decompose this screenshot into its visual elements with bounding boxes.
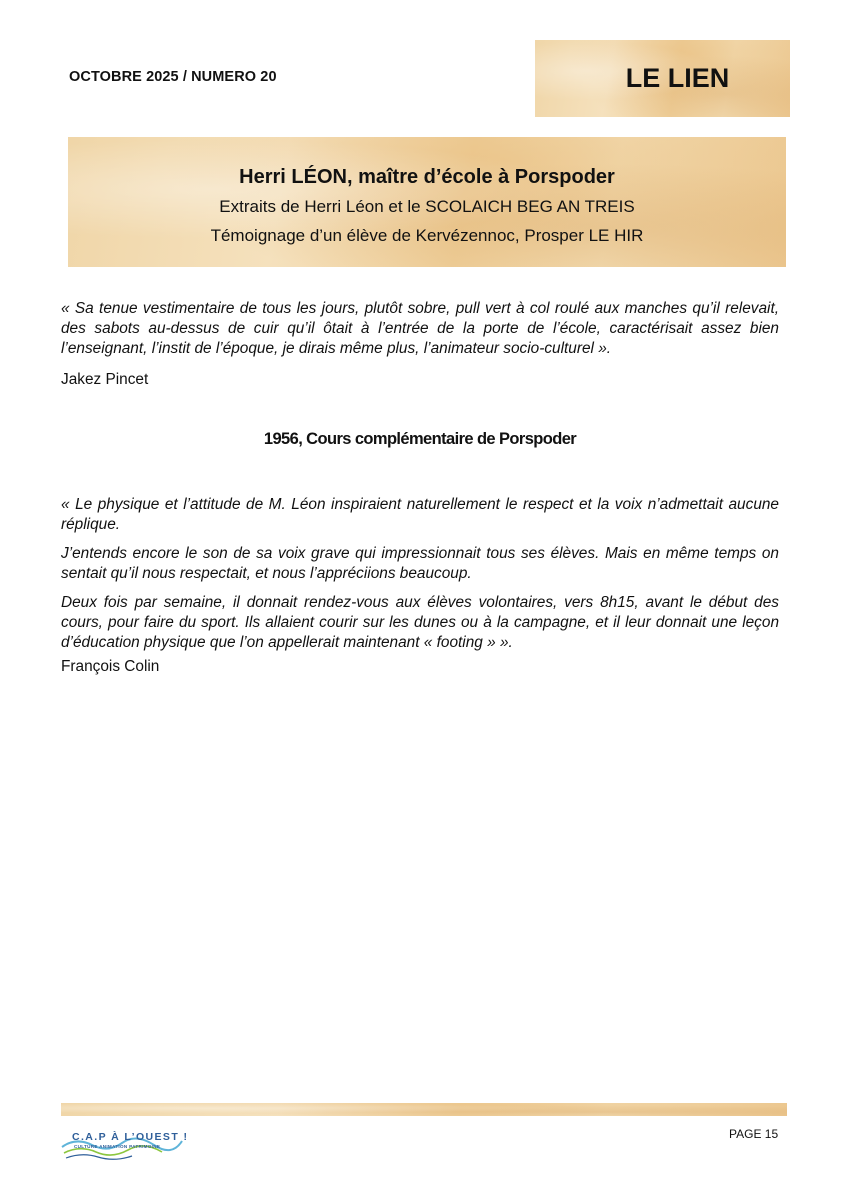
article-testimony-line: Témoignage d’un élève de Kervézennoc, Prosper LE HIR (210, 226, 644, 245)
quote-paragraph: « Le physique et l’attitude de M. Léon inspiraient naturellement le respect et la voix n’admettait aucune réplique. (61, 496, 779, 533)
issue-date: OCTOBRE 2025 / NUMERO 20 (69, 69, 277, 85)
logo-name: C.A.P À L’OUEST ! (72, 1131, 189, 1143)
quote-author-2: François Colin (61, 658, 160, 675)
quote-block-2 (61, 495, 779, 662)
quote-block-1 (61, 299, 779, 359)
article-title: Herri LÉON, maître d’école à Porspoder (239, 166, 615, 188)
quote-author-1: Jakez Pincet (61, 371, 149, 388)
page-number: PAGE 15 (729, 1127, 779, 1141)
section-heading: 1956, Cours complémentaire de Porspoder (263, 430, 577, 448)
quote-paragraph: J’entends encore le son de sa voix grave qui impressionnait tous ses élèves. Mais en même temps on sentait qu’il nous respectait, et nous l’appréciions beaucoup. (61, 545, 779, 582)
footer-band (61, 1103, 787, 1116)
logo-tagline: CULTURE ANIMATION PATRIMOINE (74, 1144, 161, 1149)
article-header-band (68, 137, 786, 267)
newsletter-title-box (535, 40, 790, 117)
newsletter-title: LE LIEN (625, 63, 730, 93)
cap-a-louest-logo (58, 1125, 188, 1165)
quote-paragraph: Deux fois par semaine, il donnait rendez-vous aux élèves volontaires, vers 8h15, avant le début des cours, pour faire du sport. Ils allaient courir sur les dunes ou à la campagne, et il leur donnait une leçon d’éducation physique que l’on appellerait maintenant « footing » ». (61, 594, 779, 651)
article-subtitle: Extraits de Herri Léon et le SCOLAICH BEG AN TREIS (219, 197, 635, 216)
quote-text: « Sa tenue vestimentaire de tous les jours, plutôt sobre, pull vert à col roulé aux manches qu’il relevait, des sabots au-dessus de cuir qu’il ôtait à l’entrée de la porte de l’école, caractérisait assez bien l’enseignant, l’instit de l’époque, je dirais même plus, l’animateur socio-culturel ». (61, 300, 779, 357)
